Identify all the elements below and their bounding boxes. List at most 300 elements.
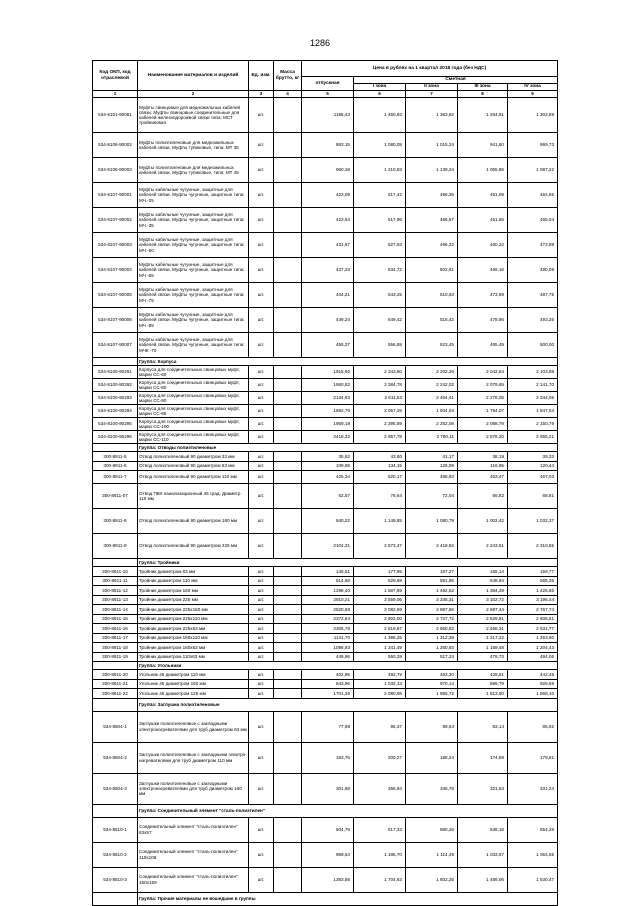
- header-smetnaya: Сметная: [354, 77, 558, 84]
- cell-price-zone-1: 520,17: [354, 471, 406, 484]
- table-row: [93, 614, 558, 624]
- table-row: [93, 679, 558, 689]
- header-mass: Масса брутто, кг: [274, 61, 302, 91]
- cell-mass: [274, 534, 302, 559]
- cell-price-zone-4: 442,45: [508, 670, 558, 680]
- cell-code: 534-8107-90007: [93, 333, 138, 358]
- cell-unit: шт.: [249, 379, 274, 392]
- cell-price-zone-1: 2 957,78: [354, 431, 406, 444]
- group-code-cell: [93, 804, 138, 817]
- cell-price-zone-2: 346,78: [406, 773, 458, 804]
- table-row: [93, 208, 558, 233]
- cell-price-zone-1: 1 185,70: [354, 842, 406, 867]
- cell-unit: шт.: [249, 624, 274, 634]
- cell-unit: шт.: [249, 366, 274, 379]
- header-name: Наименование материалов и изделий: [138, 61, 249, 91]
- cell-price-zone-4: 2 141,70: [508, 379, 558, 392]
- cell-price-zone-3: 2 578,20: [458, 431, 508, 444]
- cell-code: 300-8911-17: [93, 633, 138, 643]
- cell-price-zone-3: 1 002,42: [458, 509, 508, 534]
- table-row: [93, 567, 558, 577]
- page-number: 1286: [309, 38, 331, 48]
- cell-code: 534-8106-90003: [93, 158, 138, 183]
- cell-mass: [274, 484, 302, 509]
- cell-price-zone-4: 159,77: [508, 567, 558, 577]
- cell-price-zone-3: 479,73: [458, 652, 508, 662]
- group-title: Группа: Заглушки полиэтиленовые: [138, 698, 558, 711]
- column-index: 6: [354, 91, 406, 98]
- group-row: [93, 559, 558, 567]
- cell-price-otpusk: 402,95: [302, 670, 354, 680]
- cell-price-zone-2: 496,22: [406, 233, 458, 258]
- cell-price-zone-3: 2 687,44: [458, 605, 508, 615]
- table-body: [93, 98, 558, 906]
- cell-unit: шт.: [249, 392, 274, 405]
- cell-price-zone-1: 629,68: [354, 576, 406, 586]
- cell-mass: [274, 595, 302, 605]
- cell-price-zone-4: 120,44: [508, 461, 558, 471]
- cell-code: 534-8504-1: [93, 711, 138, 742]
- cell-price-zone-2: 2 897,56: [406, 605, 458, 615]
- cell-price-zone-2: 517,24: [406, 652, 458, 662]
- group-title: Группа: Тройники: [138, 559, 558, 567]
- cell-price-zone-2: 1 492,52: [406, 586, 458, 596]
- cell-price-zone-4: 2 531,77: [508, 624, 558, 634]
- cell-unit: шт.: [249, 431, 274, 444]
- cell-price-otpusk: 449,24: [302, 308, 354, 333]
- cell-price-zone-4: 565,35: [508, 576, 558, 586]
- cell-price-zone-3: 1 264,91: [458, 98, 508, 133]
- group-code-cell: [93, 358, 138, 366]
- cell-unit: шт.: [249, 670, 274, 680]
- cell-unit: шт.: [249, 742, 274, 773]
- cell-unit: шт.: [249, 567, 274, 577]
- cell-price-zone-4: 494,06: [508, 652, 558, 662]
- cell-price-zone-3: 3 102,72: [458, 595, 508, 605]
- cell-mass: [274, 283, 302, 308]
- cell-price-zone-3: 1 384,29: [458, 586, 508, 596]
- cell-price-otpusk: 2520,69: [302, 605, 354, 615]
- cell-price-otpusk: 843,96: [302, 679, 354, 689]
- cell-unit: шт.: [249, 614, 274, 624]
- table-row: [93, 283, 558, 308]
- cell-price-zone-3: 1 794,07: [458, 405, 508, 418]
- cell-price-zone-2: 523,45: [406, 333, 458, 358]
- cell-price-zone-3: 321,63: [458, 773, 508, 804]
- cell-name: Тройник диаметром 110 мм: [138, 576, 249, 586]
- cell-price-zone-3: 941,60: [458, 133, 508, 158]
- header-otpusk: отпускная: [302, 77, 354, 91]
- cell-price-zone-1: 1 341,49: [354, 643, 406, 653]
- cell-price-zone-1: 95,37: [354, 711, 406, 742]
- group-code-cell: [93, 892, 138, 905]
- cell-code: 534-8107-90002: [93, 208, 138, 233]
- cell-mass: [274, 689, 302, 699]
- cell-price-zone-1: 2 395,89: [354, 418, 406, 431]
- cell-code: 534-8107-90004: [93, 258, 138, 283]
- group-code-cell: [93, 559, 138, 567]
- cell-unit: шт.: [249, 595, 274, 605]
- cell-price-zone-3: 429,61: [458, 670, 508, 680]
- cell-price-zone-1: 3 082,69: [354, 605, 406, 615]
- cell-unit: шт.: [249, 586, 274, 596]
- cell-name: Тройник диаметром 225х110 мм: [138, 614, 249, 624]
- table-row: [93, 711, 558, 742]
- cell-price-zone-1: 527,93: [354, 233, 406, 258]
- table-row: [93, 773, 558, 804]
- cell-price-otpusk: 437,23: [302, 258, 354, 283]
- cell-price-zone-4: 1 425,66: [508, 586, 558, 596]
- cell-unit: шт.: [249, 817, 274, 842]
- cell-mass: [274, 624, 302, 634]
- cell-price-zone-1: 1 587,89: [354, 586, 406, 596]
- cell-code: 534-8100-90293: [93, 392, 138, 405]
- cell-price-zone-1: 517,96: [354, 208, 406, 233]
- table-row: [93, 405, 558, 418]
- cell-name: Заглушки полиэтиленовые с закладными электро-нагревателями для труб диаметром 110 мм: [138, 742, 249, 773]
- cell-price-otpusk: 109,69: [302, 461, 354, 471]
- cell-code: 300-8911-21: [93, 679, 138, 689]
- cell-unit: шт.: [249, 98, 274, 133]
- cell-mass: [274, 817, 302, 842]
- cell-price-zone-4: 68,81: [508, 484, 558, 509]
- cell-unit: шт.: [249, 773, 274, 804]
- cell-code: 300-8911-10: [93, 567, 138, 577]
- cell-name: Отвод ПВХ канализационный 45 град. Диаметр 110 мм: [138, 484, 249, 509]
- cell-price-zone-4: 1 087,22: [508, 158, 558, 183]
- cell-price-zone-2: 1 139,24: [406, 158, 458, 183]
- cell-mass: [274, 670, 302, 680]
- cell-price-otpusk: 2910,21: [302, 595, 354, 605]
- cell-price-otpusk: 1682,76: [302, 405, 354, 418]
- cell-price-zone-2: 2 454,41: [406, 392, 458, 405]
- cell-unit: шт.: [249, 258, 274, 283]
- cell-mass: [274, 605, 302, 615]
- cell-price-zone-1: 1 210,93: [354, 158, 406, 183]
- cell-price-zone-4: 39,33: [508, 452, 558, 462]
- cell-price-zone-4: 1 253,60: [508, 633, 558, 643]
- cell-price-otpusk: 62,57: [302, 484, 354, 509]
- header-unit: Ед. изм.: [249, 61, 274, 91]
- cell-price-zone-1: 1 149,85: [354, 509, 406, 534]
- cell-price-zone-3: 548,94: [458, 576, 508, 586]
- cell-price-zone-4: 2 655,21: [508, 431, 558, 444]
- cell-price-zone-2: 486,87: [406, 208, 458, 233]
- table-row: [93, 418, 558, 431]
- cell-mass: [274, 461, 302, 471]
- cell-price-zone-2: 3 345,31: [406, 595, 458, 605]
- table-row: [93, 379, 558, 392]
- cell-price-otpusk: 504,79: [302, 817, 354, 842]
- cell-mass: [274, 308, 302, 333]
- column-index-row: [93, 91, 558, 98]
- cell-unit: шт.: [249, 711, 274, 742]
- cell-name: Соединительный элемент "сталь-полиэтилен" 110х108: [138, 842, 249, 867]
- cell-name: Муфты свинцовые для медножильных кабелей связи. Муфты свинцовые соединительные для кабелей железнодорожной связи типа: МСТ тройниковая: [138, 98, 249, 133]
- cell-mass: [274, 233, 302, 258]
- cell-mass: [274, 614, 302, 624]
- cell-name: Муфты полиэтиленовые для медножильных кабелей связи. Муфты тупиковые, типа: МТ 35: [138, 133, 249, 158]
- table-row: [93, 842, 558, 867]
- cell-name: Муфты кабельные чугунные, защитные для кабелей связи. Муфты чугунные, защитные типа: МЧ -85: [138, 308, 249, 333]
- cell-price-zone-2: 486,35: [406, 183, 458, 208]
- cell-price-zone-3: 1 813,90: [458, 689, 508, 699]
- table-row: [93, 392, 558, 405]
- cell-code: 534-8101-90061: [93, 98, 138, 133]
- cell-mass: [274, 576, 302, 586]
- table-row: [93, 431, 558, 444]
- cell-price-zone-4: 1 302,69: [508, 98, 558, 133]
- column-index: 2: [138, 91, 249, 98]
- table-row: [93, 742, 558, 773]
- cell-price-zone-1: 2 819,87: [354, 624, 406, 634]
- cell-price-zone-1: 1 032,13: [354, 679, 406, 689]
- cell-price-zone-2: 2 418,92: [406, 534, 458, 559]
- cell-name: Муфты кабельные чугунные, защитные для кабелей связи. Муфты чугунные, защитные типа: МЧ -35: [138, 208, 249, 233]
- cell-name: Муфты кабельные чугунные, защитные для кабелей связи. Муфты чугунные, защитные типа: МЧ -25: [138, 183, 249, 208]
- cell-name: Тройник диаметром 160х63 мм: [138, 643, 249, 653]
- column-index: 9: [508, 91, 558, 98]
- price-table: [92, 60, 558, 906]
- cell-price-zone-1: 43,80: [354, 452, 406, 462]
- cell-unit: шт.: [249, 308, 274, 333]
- cell-price-zone-1: 1 704,63: [354, 867, 406, 892]
- cell-price-zone-1: 556,89: [354, 333, 406, 358]
- cell-name: Муфты кабельные чугунные, защитные для кабелей связи. Муфты чугунные, защитные типа: МЧ -65: [138, 258, 249, 283]
- table-row: [93, 534, 558, 559]
- cell-code: 300-8911-5: [93, 452, 138, 462]
- cell-price-otpusk: 145,51: [302, 567, 354, 577]
- cell-price-zone-3: 478,96: [458, 308, 508, 333]
- cell-name: Корпуса для соединительных свинцовых муфт, марки СС-60: [138, 366, 249, 379]
- table-row: [93, 867, 558, 892]
- cell-unit: шт.: [249, 133, 274, 158]
- cell-price-otpusk: 514,68: [302, 576, 354, 586]
- cell-price-otpusk: 1393,86: [302, 867, 354, 892]
- cell-code: 534-8510-1: [93, 817, 138, 842]
- cell-unit: шт.: [249, 158, 274, 183]
- cell-price-zone-2: 1 363,82: [406, 98, 458, 133]
- cell-name: Отвод полиэтиленовый 90 диаметром 63 мм: [138, 461, 249, 471]
- table-row: [93, 333, 558, 358]
- table-row: [93, 595, 558, 605]
- cell-mass: [274, 652, 302, 662]
- cell-price-zone-3: 38,19: [458, 452, 508, 462]
- cell-unit: шт.: [249, 576, 274, 586]
- cell-price-otpusk: 35,62: [302, 452, 354, 462]
- cell-name: Тройник диаметром 225 мм: [138, 595, 249, 605]
- cell-price-otpusk: 1915,60: [302, 366, 354, 379]
- group-row: [93, 662, 558, 670]
- cell-mass: [274, 643, 302, 653]
- cell-unit: шт.: [249, 208, 274, 233]
- group-title: Группа: Прочие материалы не вошедшие в группы: [138, 892, 558, 905]
- group-row: [93, 892, 558, 905]
- cell-mass: [274, 158, 302, 183]
- cell-name: Тройник диаметром 110х63 мм: [138, 652, 249, 662]
- cell-price-zone-1: 1 396,25: [354, 633, 406, 643]
- table-row: [93, 484, 558, 509]
- cell-price-zone-3: 451,55: [458, 208, 508, 233]
- cell-code: 300-8911-12: [93, 586, 138, 596]
- cell-price-otpusk: 2134,83: [302, 392, 354, 405]
- cell-price-zone-4: 2 150,79: [508, 418, 558, 431]
- cell-mass: [274, 418, 302, 431]
- cell-price-otpusk: 1298,40: [302, 586, 354, 596]
- cell-code: 300-8911-22: [93, 689, 138, 699]
- cell-code: 300-8911-07: [93, 484, 138, 509]
- cell-code: 534-8106-90002: [93, 133, 138, 158]
- cell-mass: [274, 98, 302, 133]
- cell-price-otpusk: 1701,35: [302, 689, 354, 699]
- cell-price-zone-2: 970,14: [406, 679, 458, 689]
- cell-price-zone-1: 550,29: [354, 652, 406, 662]
- cell-price-zone-1: 534,72: [354, 258, 406, 283]
- cell-price-zone-3: 116,95: [458, 461, 508, 471]
- cell-price-zone-2: 580,26: [406, 817, 458, 842]
- cell-price-zone-1: 200,27: [354, 742, 406, 773]
- cell-unit: шт.: [249, 605, 274, 615]
- cell-name: Отвод полиэтиленовый 90 диаметром 110 мм: [138, 471, 249, 484]
- group-row: [93, 804, 558, 817]
- cell-mass: [274, 392, 302, 405]
- cell-unit: шт.: [249, 484, 274, 509]
- cell-name: Корпуса для соединительных свинцовых муфт, марки СС-90: [138, 392, 249, 405]
- cell-price-zone-4: 2 767,74: [508, 605, 558, 615]
- cell-name: Угольник 45 диаметром 110 мм: [138, 670, 249, 680]
- cell-name: Муфты кабельные чугунные, защитные для кабелей связи. Муфты чугунные, защитные типа: МЧ -75: [138, 283, 249, 308]
- cell-price-zone-4: 1 530,47: [508, 867, 558, 892]
- table-row: [93, 258, 558, 283]
- cell-name: Угольник 45 диаметром 160 мм: [138, 679, 249, 689]
- cell-price-zone-3: 473,59: [458, 283, 508, 308]
- header-price-title: Цена в рублях на 1 квартал 2018 года (без НДС): [302, 61, 558, 77]
- cell-price-zone-4: 1 204,43: [508, 643, 558, 653]
- cell-price-zone-3: 2 088,79: [458, 418, 508, 431]
- cell-mass: [274, 773, 302, 804]
- cell-name: Отвод полиэтиленовый 90 диаметром 225 мм: [138, 534, 249, 559]
- cell-price-zone-1: 517,42: [354, 183, 406, 208]
- table-row: [93, 586, 558, 596]
- cell-price-otpusk: 455,37: [302, 333, 354, 358]
- cell-price-zone-2: 72,04: [406, 484, 458, 509]
- cell-unit: шт.: [249, 418, 274, 431]
- cell-unit: шт.: [249, 689, 274, 699]
- cell-code: 534-8100-90294: [93, 405, 138, 418]
- cell-price-zone-3: 1 033,67: [458, 842, 508, 867]
- cell-price-zone-2: 1 602,25: [406, 867, 458, 892]
- cell-price-zone-3: 155,14: [458, 567, 508, 577]
- cell-price-zone-2: 1 934,04: [406, 405, 458, 418]
- cell-price-zone-1: 617,33: [354, 817, 406, 842]
- cell-price-zone-1: 368,94: [354, 773, 406, 804]
- cell-price-zone-4: 554,26: [508, 817, 558, 842]
- cell-price-zone-3: 451,09: [458, 183, 508, 208]
- cell-price-zone-4: 926,69: [508, 679, 558, 689]
- cell-price-otpusk: 969,54: [302, 842, 354, 867]
- cell-price-zone-1: 134,15: [354, 461, 406, 471]
- cell-price-zone-2: 1 015,24: [406, 133, 458, 158]
- cell-price-zone-3: 174,59: [458, 742, 508, 773]
- cell-price-zone-4: 464,55: [508, 183, 558, 208]
- group-title: Группа: Корпуса: [138, 358, 558, 366]
- cell-unit: шт.: [249, 183, 274, 208]
- group-row: [93, 358, 558, 366]
- table-row: [93, 308, 558, 333]
- cell-unit: шт.: [249, 452, 274, 462]
- group-code-cell: [93, 444, 138, 452]
- group-title: Группа: Отводы полиэтиленовые: [138, 444, 558, 452]
- cell-mass: [274, 471, 302, 484]
- cell-name: Корпуса для соединительных свинцовых муфт, марки СС-110: [138, 431, 249, 444]
- cell-price-otpusk: 423,09: [302, 183, 354, 208]
- cell-unit: шт.: [249, 867, 274, 892]
- cell-price-zone-1: 2 384,78: [354, 379, 406, 392]
- cell-price-zone-3: 1 169,48: [458, 643, 508, 653]
- table-row: [93, 652, 558, 662]
- cell-price-zone-2: 188,24: [406, 742, 458, 773]
- cell-code: 300-8911-19: [93, 652, 138, 662]
- cell-mass: [274, 842, 302, 867]
- cell-name: Муфты кабельные чугунные, защитные для кабелей связи. Муфты чугунные, защитные типа: МЧ -50: [138, 233, 249, 258]
- table-row: [93, 461, 558, 471]
- table-row: [93, 633, 558, 643]
- cell-code: 534-8510-2: [93, 842, 138, 867]
- column-index: 7: [406, 91, 458, 98]
- cell-name: Соединительный элемент "сталь-полиэтилен" 63х57: [138, 817, 249, 842]
- cell-name: Соединительный элемент "сталь-полиэтилен" 160х159: [138, 867, 249, 892]
- table-row: [93, 624, 558, 634]
- cell-code: 300-8911-13: [93, 595, 138, 605]
- cell-price-zone-3: 460,22: [458, 233, 508, 258]
- cell-price-zone-4: 2 310,55: [508, 534, 558, 559]
- cell-price-otpusk: 423,64: [302, 208, 354, 233]
- cell-price-zone-2: 2 780,11: [406, 431, 458, 444]
- cell-price-zone-1: 76,64: [354, 484, 406, 509]
- cell-name: Тройник диаметром 225х63 мм: [138, 624, 249, 634]
- cell-unit: шт.: [249, 842, 274, 867]
- cell-price-zone-4: 1 064,55: [508, 842, 558, 867]
- cell-price-zone-4: 2 103,98: [508, 366, 558, 379]
- cell-unit: шт.: [249, 471, 274, 484]
- cell-price-otpusk: 77,98: [302, 711, 354, 742]
- cell-price-zone-1: 492,79: [354, 670, 406, 680]
- cell-name: Муфты полиэтиленовые для медножильных кабелей связи. Муфты тупиковые, типа: МТ 45: [138, 158, 249, 183]
- group-row: [93, 698, 558, 711]
- cell-price-otpusk: 2104,31: [302, 534, 354, 559]
- cell-price-otpusk: 1186,43: [302, 98, 354, 133]
- cell-mass: [274, 711, 302, 742]
- cell-price-zone-4: 480,09: [508, 258, 558, 283]
- cell-mass: [274, 679, 302, 689]
- group-row: [93, 444, 558, 452]
- cell-price-zone-2: 510,63: [406, 283, 458, 308]
- cell-price-zone-2: 167,27: [406, 567, 458, 577]
- table-row: [93, 452, 558, 462]
- cell-price-zone-4: 493,26: [508, 308, 558, 333]
- cell-code: 300-8911-11: [93, 576, 138, 586]
- cell-price-zone-3: 1 486,06: [458, 867, 508, 892]
- cell-code: 534-8100-90295: [93, 418, 138, 431]
- cell-name: Заглушки полиэтиленовые с закладными электронагревателями для труб диаметром 160 мм: [138, 773, 249, 804]
- cell-price-otpusk: 449,96: [302, 652, 354, 662]
- cell-price-zone-4: 473,98: [508, 233, 558, 258]
- cell-name: Заглушки полиэтиленовые с закладными электронагревателями для труб диаметром 63 мм: [138, 711, 249, 742]
- cell-unit: шт.: [249, 283, 274, 308]
- table-row: [93, 605, 558, 615]
- cell-code: 534-8100-90296: [93, 431, 138, 444]
- cell-price-otpusk: 2305,78: [302, 624, 354, 634]
